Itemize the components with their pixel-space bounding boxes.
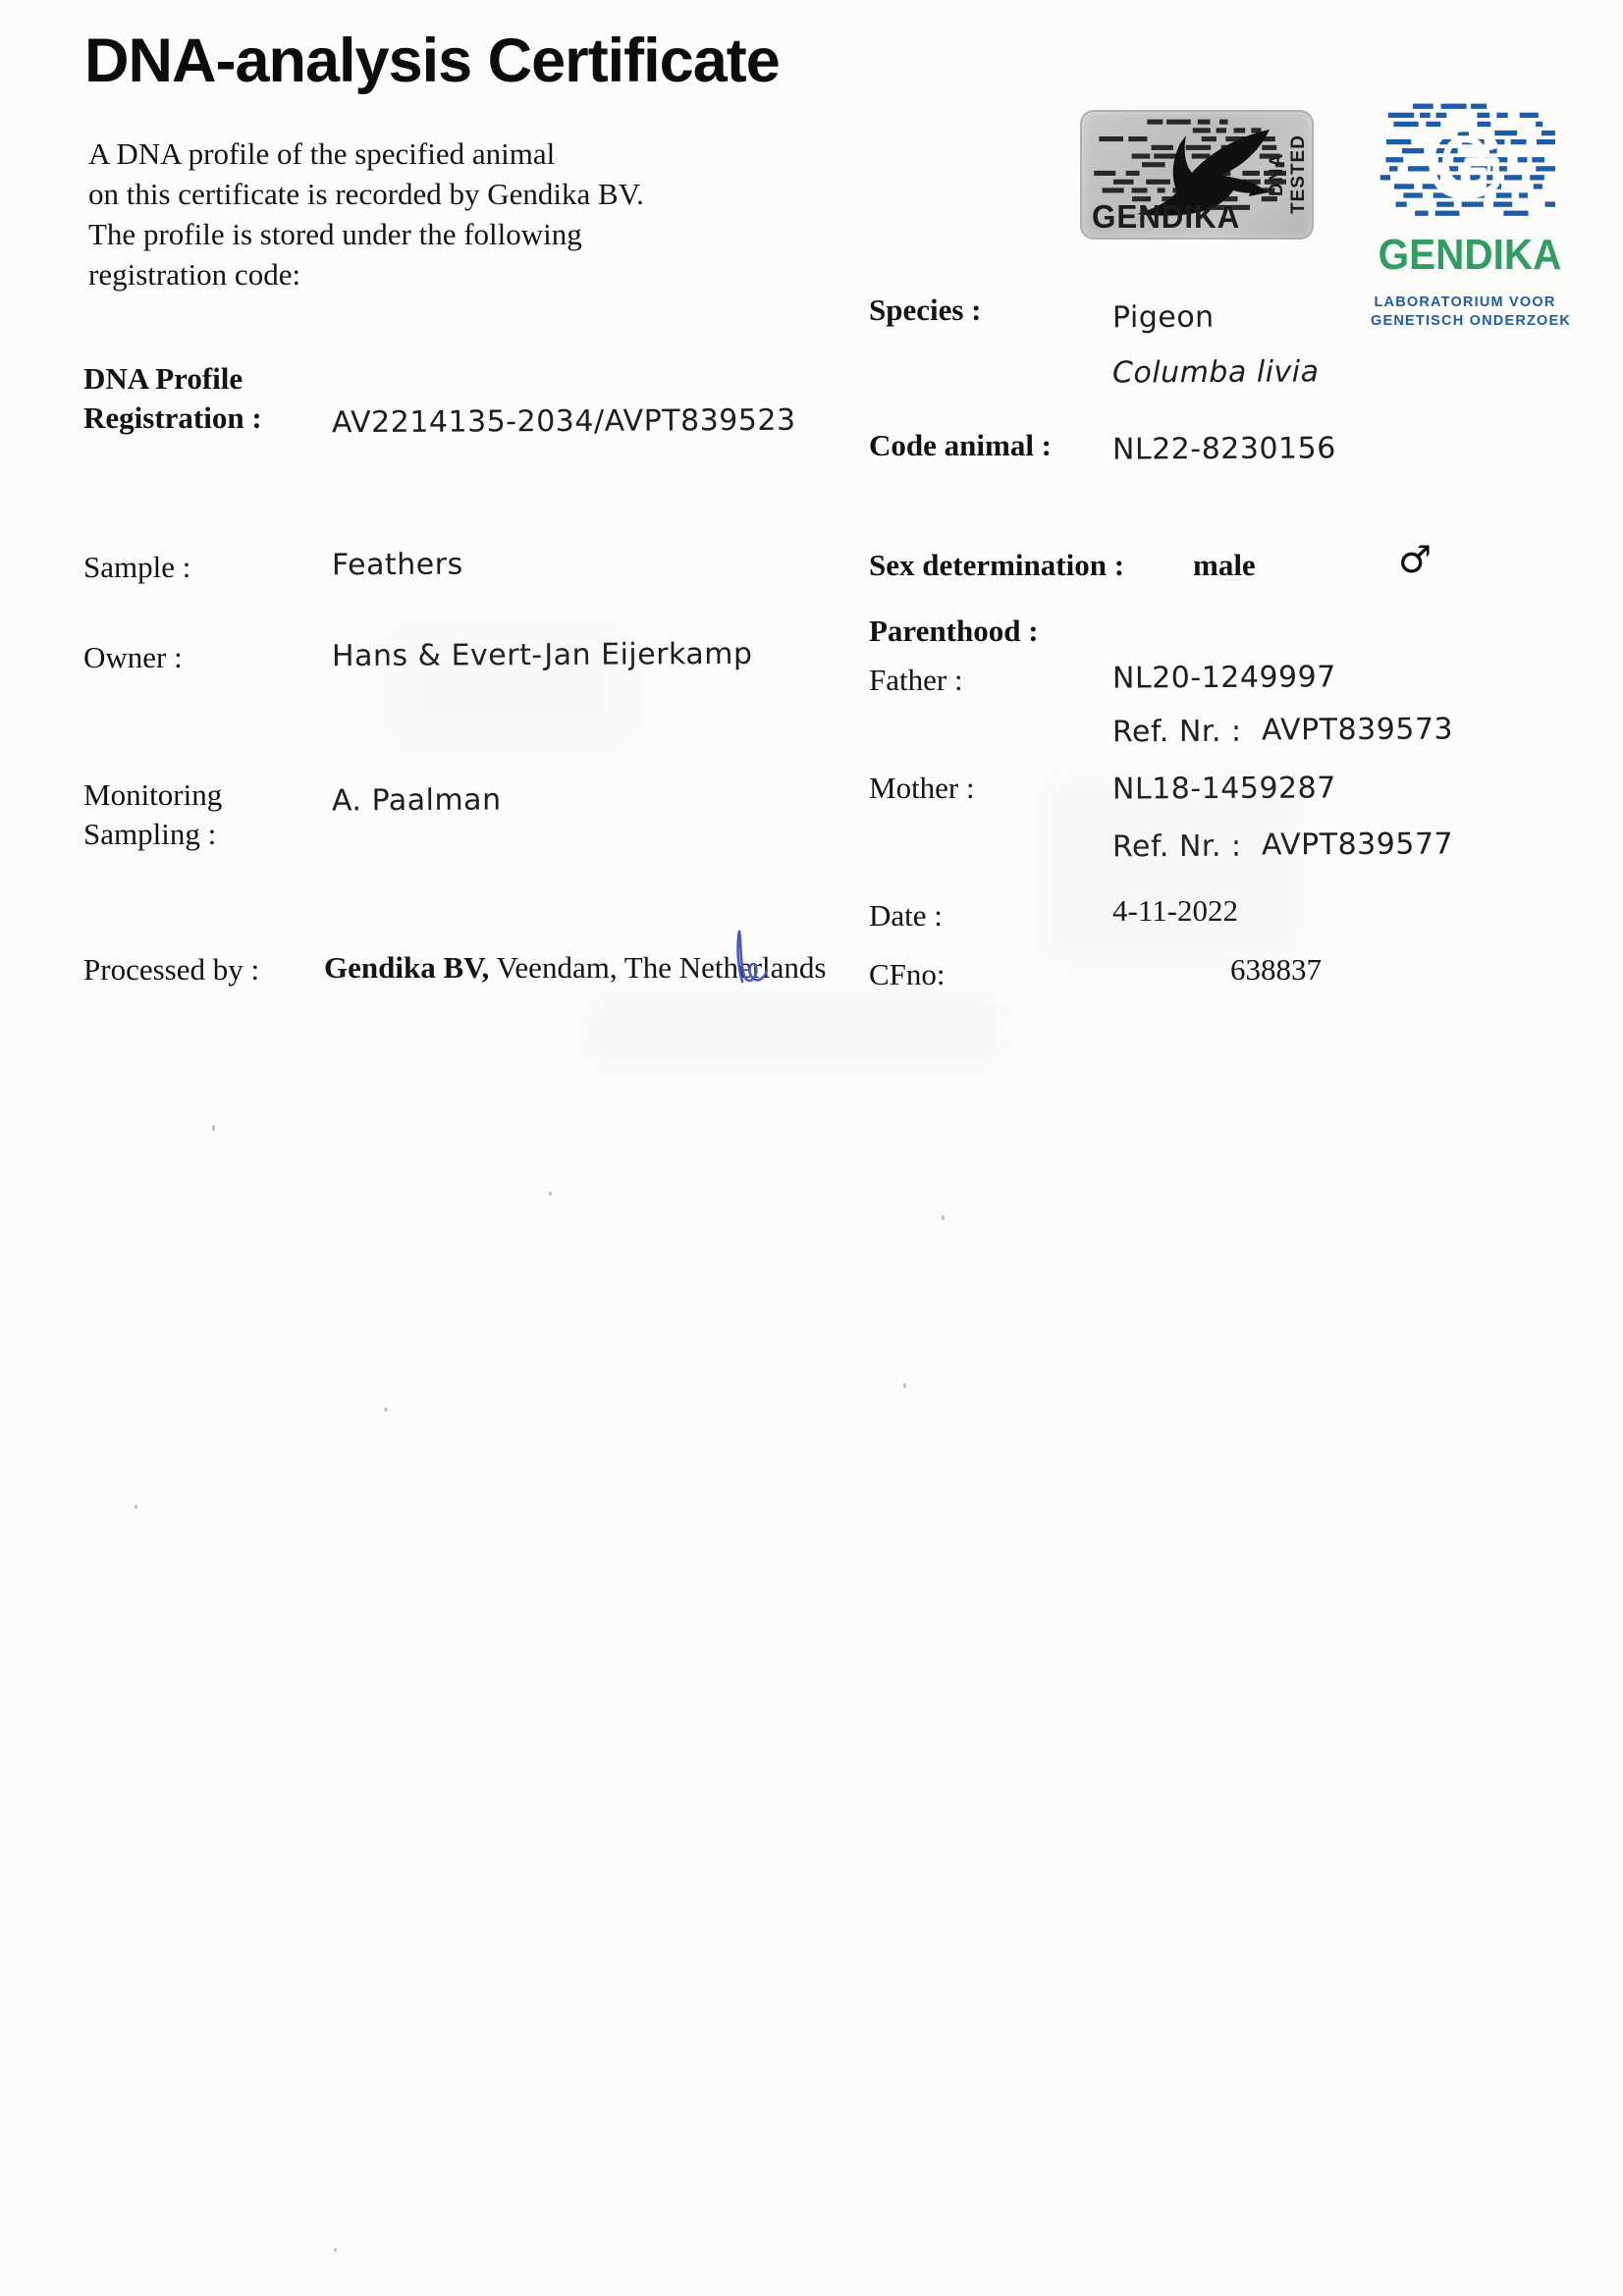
father-ref-label: Ref. Nr. : (1111, 714, 1242, 750)
svg-text:G: G (1428, 108, 1502, 216)
processed-by-value: Gendika BV, Veendam, The Netherlands (324, 950, 827, 985)
species-latin: Columba livia (1111, 354, 1320, 391)
code-animal-value: NL22-8230156 (1111, 431, 1336, 467)
code-animal-label: Code animal : (869, 428, 1052, 462)
mother-label: Mother : (869, 771, 975, 805)
parenthood-heading: Parenthood : (869, 614, 1039, 648)
father-value: NL20-1249997 (1111, 660, 1336, 696)
logo-brand-label: GENDIKA (1378, 231, 1562, 279)
cfno-label: CFno: (869, 957, 946, 991)
intro-line: The profile is stored under the following (88, 217, 582, 251)
intro-line: A DNA profile of the specified animal (88, 136, 556, 171)
sex-determination-label: Sex determination : (869, 548, 1125, 582)
sample-value: Feathers (331, 547, 463, 583)
logo-dash-pattern-icon (1375, 102, 1555, 218)
male-symbol-icon: ♂ (1398, 538, 1433, 581)
father-ref-value: AVPT839573 (1261, 712, 1454, 748)
species-label: Species : (869, 293, 982, 327)
mother-value: NL18-1459287 (1111, 771, 1336, 807)
silver-badge (1080, 110, 1314, 240)
monitoring-label: Monitoring Sampling : (83, 777, 223, 851)
sample-label: Sample : (83, 550, 191, 584)
mother-ref-value: AVPT839577 (1261, 827, 1454, 863)
father-label: Father : (869, 663, 963, 697)
logo-subtitle-line2: GENETISCH ONDERZOEK (1371, 313, 1572, 329)
mother-ref-label: Ref. Nr. : (1111, 828, 1242, 865)
owner-label: Owner : (83, 640, 183, 674)
cfno-value: 638837 (1230, 952, 1322, 987)
date-label: Date : (869, 898, 943, 933)
logo-subtitle-line1: LABORATORIUM VOOR (1374, 294, 1556, 310)
intro-line: on this certificate is recorded by Gendika BV. (88, 177, 644, 211)
processed-by-label: Processed by : (83, 952, 260, 987)
intro-line: registration code: (88, 257, 301, 292)
monitoring-value: A. Paalman (331, 782, 502, 819)
owner-value: Hans & Evert-Jan Eijerkamp (331, 636, 753, 674)
species-value: Pigeon (1111, 299, 1215, 336)
gendika-logo (1371, 102, 1572, 331)
signature-squiggle-icon (729, 927, 774, 988)
sex-determination-value: male (1193, 548, 1256, 582)
dna-profile-value: AV2214135-2034/AVPT839523 (331, 402, 796, 441)
logo-subtitle (1371, 294, 1572, 331)
certificate-title: DNA-analysis Certificate (84, 27, 780, 95)
intro-paragraph (88, 133, 644, 294)
badge-side-label: DNA TESTED (1267, 134, 1309, 215)
badge-brand-label: GENDIKA (1092, 198, 1241, 235)
date-value: 4-11-2022 (1112, 893, 1238, 928)
dna-profile-label: DNA Profile Registration : (83, 361, 262, 435)
